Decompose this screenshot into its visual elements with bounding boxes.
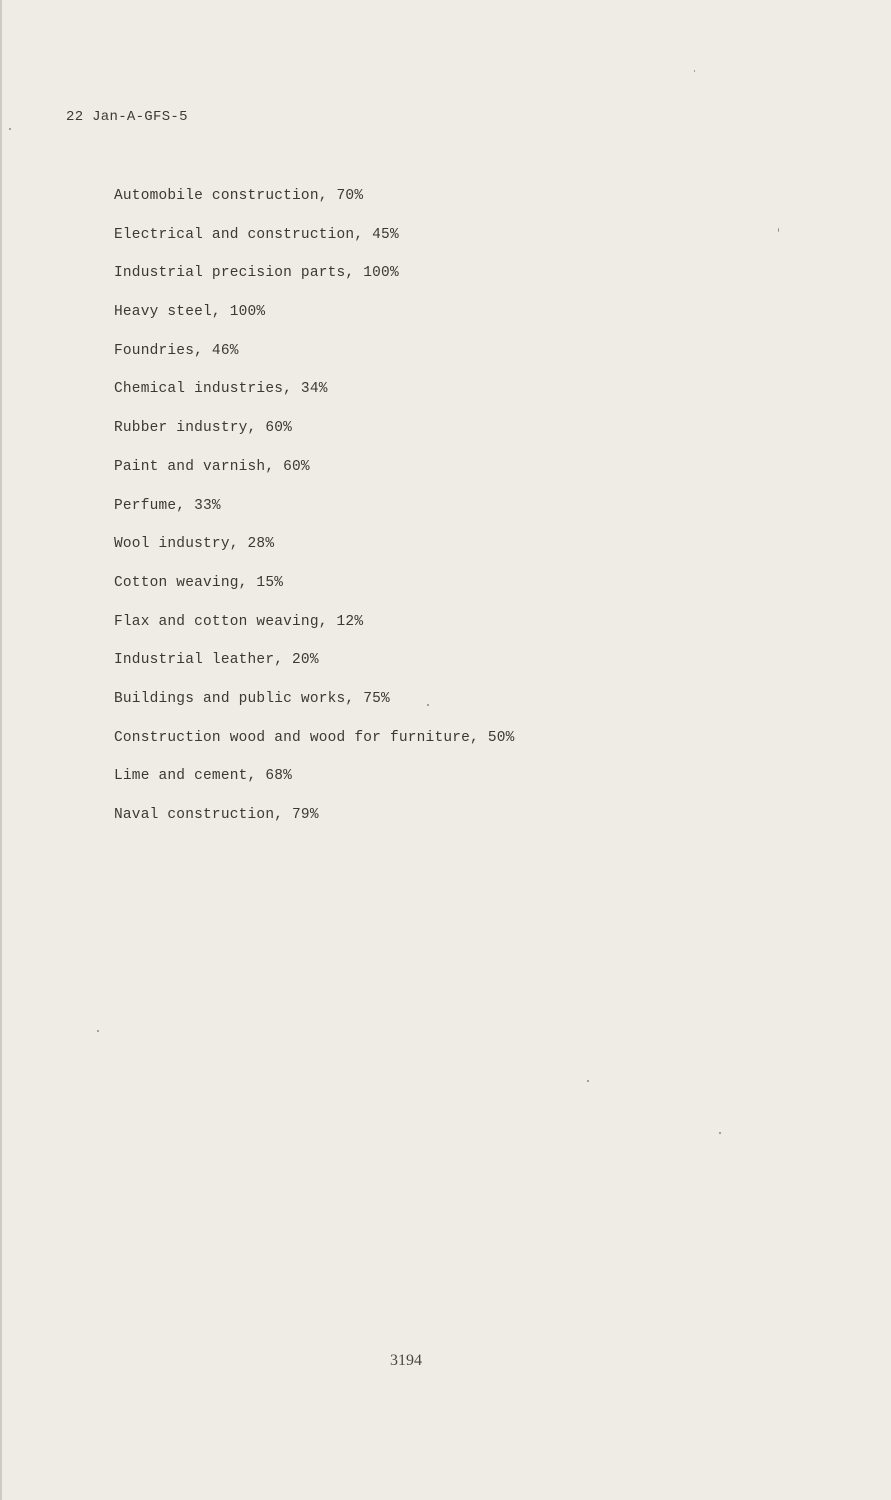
page-number: 3194 bbox=[390, 1352, 422, 1369]
list-item: Naval construction, 79% bbox=[114, 807, 319, 823]
paper-speck bbox=[97, 1030, 99, 1032]
list-item: Foundries, 46% bbox=[114, 342, 239, 359]
list-item: Cotton weaving, 15% bbox=[114, 574, 284, 591]
paper-speck bbox=[719, 1132, 721, 1134]
paper-speck bbox=[694, 70, 695, 72]
list-item: Automobile construction, 70% bbox=[114, 188, 364, 204]
list-item: Buildings and public works, 75% bbox=[114, 690, 390, 707]
paper-speck bbox=[587, 1080, 589, 1082]
list-item: Heavy steel, 100% bbox=[114, 304, 266, 321]
paper-speck bbox=[427, 704, 429, 706]
list-item: Chemical industries, 34% bbox=[114, 381, 328, 398]
list-item: Perfume, 33% bbox=[114, 497, 221, 514]
list-item: Lime and cement, 68% bbox=[114, 768, 293, 785]
list-item: Electrical and construction, 45% bbox=[114, 226, 399, 243]
list-item: Construction wood and wood for furniture, 50% bbox=[114, 729, 515, 746]
list-item: Industrial precision parts, 100% bbox=[114, 265, 399, 282]
industry-percentage-list bbox=[114, 186, 515, 844]
list-item: Industrial leather, 20% bbox=[114, 652, 319, 669]
list-item: Wool industry, 28% bbox=[114, 536, 275, 553]
list-item: Rubber industry, 60% bbox=[114, 420, 293, 437]
paper-speck bbox=[9, 128, 11, 130]
list-item: Flax and cotton weaving, 12% bbox=[114, 613, 364, 630]
document-header: 22 Jan-A-GFS-5 bbox=[66, 109, 188, 125]
paper-speck bbox=[778, 228, 779, 232]
list-item: Paint and varnish, 60% bbox=[114, 458, 310, 475]
